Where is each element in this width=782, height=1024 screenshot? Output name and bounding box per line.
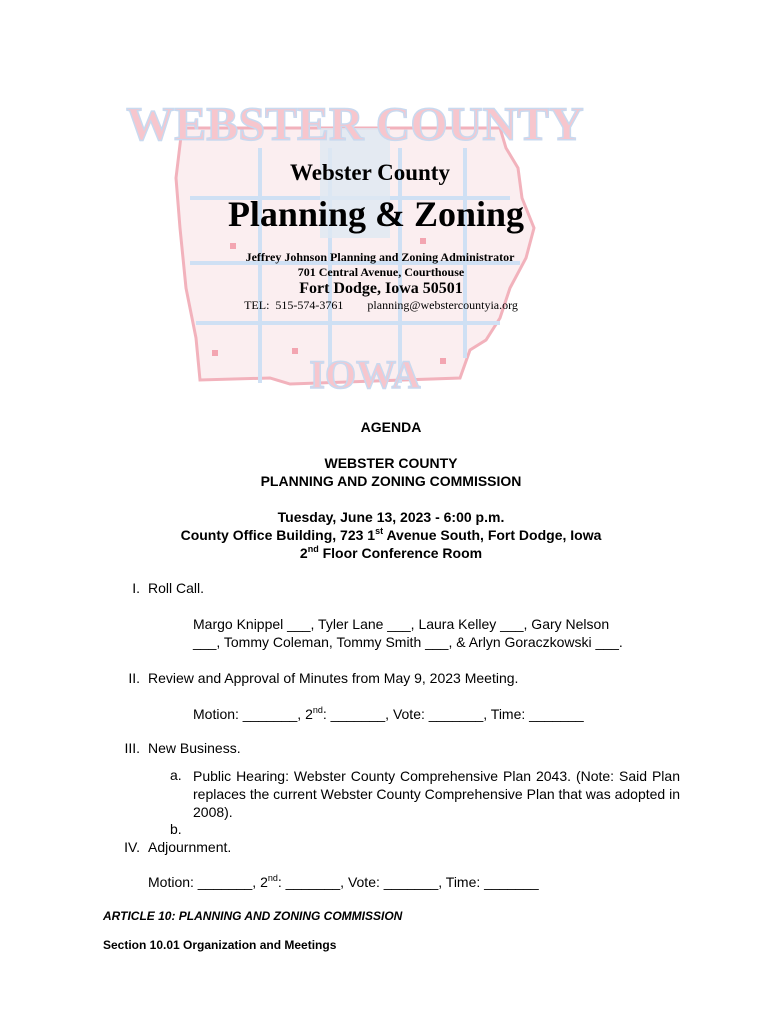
department-title: Planning & Zoning — [227, 194, 525, 234]
public-hearing-text: Public Hearing: Webster County Comprehensive Plan 2043. (Note: Said Plan replaces the current Webster County Comprehensive Plan that was adopted in 2008). — [193, 768, 680, 820]
item-number: II. — [128, 670, 140, 686]
meeting-room: 2nd Floor Conference Room — [299, 544, 483, 561]
item-number: III. — [124, 740, 140, 756]
article-heading: ARTICLE 10: PLANNING AND ZONING COMMISSION — [103, 909, 403, 923]
commission-line-2: PLANNING AND ZONING COMMISSION — [260, 473, 522, 489]
logo-text-top: WEBSTER COUNTY — [126, 98, 584, 151]
logo-text-bottom: IOWA — [309, 352, 421, 397]
item-number: IV. — [124, 839, 140, 855]
roll-call-names: Margo Knippel ___, Tyler Lane ___, Laura Kelley ___, Gary Nelson ___, Tommy Coleman, Tommy Smith ___, & Arlyn Goraczkowski ___. — [193, 616, 623, 650]
county-name: Webster County — [290, 160, 450, 185]
meeting-location: County Office Building, 723 1st Avenue South, Fort Dodge, Iowa — [180, 526, 602, 543]
section-heading: Section 10.01 Organization and Meetings — [103, 938, 337, 952]
email-address[interactable]: planning@webstercountyia.org — [367, 298, 518, 312]
minutes-motion-line: Motion: _______, 2nd: _______, Vote: _______, Time: _______ — [193, 705, 584, 722]
county-logo-watermark — [126, 88, 584, 400]
city-line: Fort Dodge, Iowa 50501 — [299, 280, 463, 297]
sub-item-b-marker: b. — [170, 821, 182, 837]
adjournment-motion-line: Motion: _______, 2nd: _______, Vote: _______, Time: _______ — [148, 873, 539, 890]
agenda-title: AGENDA — [360, 419, 422, 435]
commission-line-1: WEBSTER COUNTY — [324, 455, 458, 471]
phone-number: TEL: 515-574-3761 — [244, 298, 344, 312]
contact-line — [0, 298, 762, 313]
meeting-date-time: Tuesday, June 13, 2023 - 6:00 p.m. — [277, 509, 505, 525]
sub-item-a-marker: a. — [170, 767, 182, 783]
administrator-line: Jeffrey Johnson Planning and Zoning Administrator — [245, 250, 515, 264]
item-number: I. — [132, 580, 140, 596]
item-label: Roll Call. — [148, 580, 205, 596]
item-label: Adjournment. — [148, 839, 232, 855]
item-label: New Business. — [148, 740, 241, 756]
address-line: 701 Central Avenue, Courthouse — [297, 265, 465, 279]
item-label: Review and Approval of Minutes from May 9, 2023 Meeting. — [148, 670, 519, 686]
